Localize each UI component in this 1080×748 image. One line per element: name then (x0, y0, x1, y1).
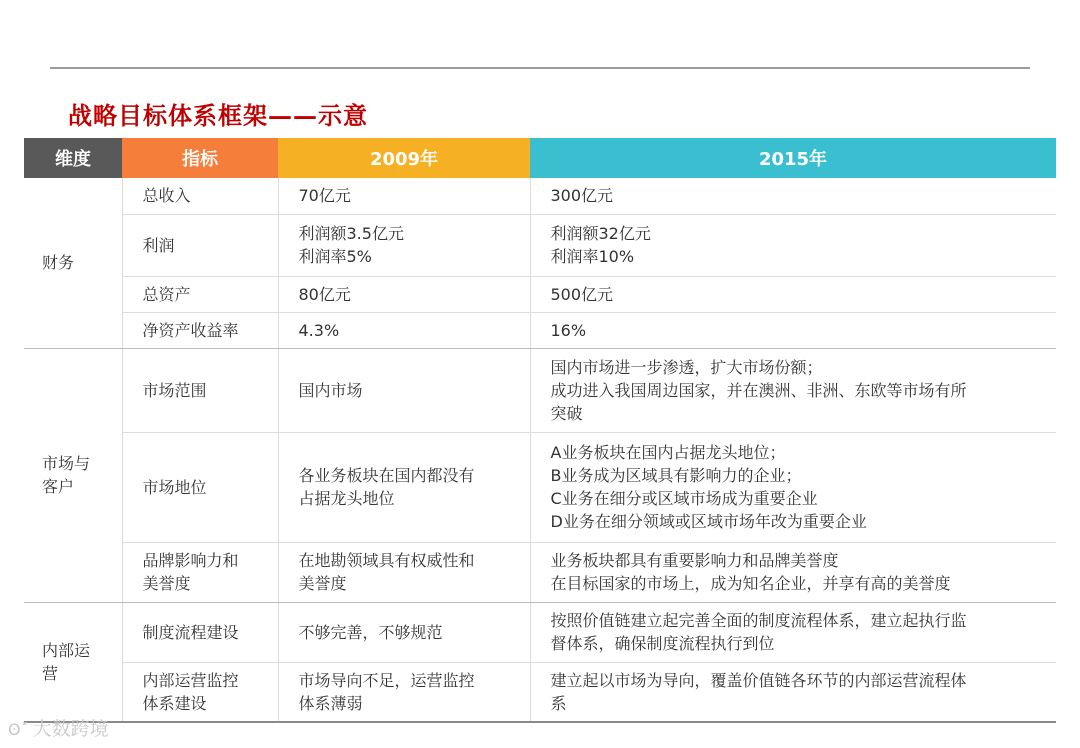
cell-text: 美誉度 (142, 574, 191, 593)
metric-cell (122, 602, 278, 662)
metric-cell (122, 662, 278, 722)
table-row (24, 348, 1056, 432)
value-2015-cell (530, 432, 1056, 542)
cell-text: 国内市场进一步渗透，扩大市场份额； (550, 357, 823, 377)
header-metric: 指标 (122, 138, 278, 178)
cell-text: 在目标国家的市场上，成为知名企业，并享有高的美誉度 (550, 574, 951, 593)
cell-text: 突破 (550, 403, 583, 423)
value-2015-cell (530, 178, 1056, 214)
value-2009-cell (278, 276, 530, 312)
cell-text: 国内市场 (298, 380, 363, 400)
dimension-cell (24, 348, 122, 602)
value-2009-cell (278, 312, 530, 348)
cell-text: 净资产收益率 (142, 320, 239, 340)
header-row (24, 138, 1056, 178)
cell-text: 总收入 (142, 186, 191, 206)
dimension-label: 财务 (42, 253, 75, 273)
cell-text: 体系薄弱 (298, 693, 363, 713)
table-row (24, 432, 1056, 542)
cell-text: C业务在细分或区域市场成为重要企业 (550, 489, 818, 508)
table-row (24, 602, 1056, 662)
header-2015: 2015年 (530, 138, 1056, 178)
cell-text: 市场范围 (142, 380, 207, 400)
metric-cell (122, 214, 278, 276)
value-2009-cell (278, 432, 530, 542)
dimension-label: 客户 (42, 477, 75, 496)
value-2009-cell (278, 348, 530, 432)
value-2015-cell (530, 542, 1056, 602)
header-2009: 2009年 (278, 138, 530, 178)
cell-text: 美誉度 (298, 574, 347, 593)
value-2009-cell (278, 602, 530, 662)
top-divider (50, 67, 1030, 69)
metric-cell (122, 276, 278, 312)
metric-cell (122, 348, 278, 432)
cell-text: 系 (550, 693, 567, 713)
cell-text: 利润率5% (298, 247, 372, 266)
cell-text: D业务在细分领域或区域市场年改为重要企业 (550, 512, 867, 531)
dimension-cell (24, 602, 122, 722)
cell-text: 利润额3.5亿元 (298, 224, 404, 243)
cell-text: B业务成为区域具有影响力的企业； (550, 466, 802, 485)
cell-text: 不够完善，不够规范 (298, 622, 443, 642)
dimension-label: 内部运 (42, 640, 91, 660)
cell-text: 总资产 (142, 284, 191, 304)
cell-text: 按照价值链建立起完善全面的制度流程体系，建立起执行监 (550, 611, 967, 630)
cell-text: 70亿元 (298, 186, 351, 206)
metric-cell (122, 178, 278, 214)
cell-text: 督体系，确保制度流程执行到位 (550, 634, 775, 653)
cell-text: 16% (550, 320, 587, 340)
cell-text: 在地勘领域具有权威性和 (298, 551, 475, 570)
cell-text: 利润 (142, 235, 175, 255)
value-2009-cell (278, 662, 530, 722)
cell-text: 80亿元 (298, 284, 351, 304)
table-row (24, 178, 1056, 214)
cell-text: 市场地位 (142, 477, 207, 497)
dimension-label: 营 (42, 663, 59, 683)
cell-text: 占据龙头地位 (298, 489, 395, 508)
metric-cell (122, 432, 278, 542)
strategy-table (24, 138, 1056, 723)
cell-text: 利润率10% (550, 247, 635, 266)
dimension-label: 市场与 (42, 454, 91, 473)
metric-cell (122, 312, 278, 348)
cell-text: 利润额32亿元 (550, 224, 651, 243)
cell-text: 市场导向不足，运营监控 (298, 670, 475, 690)
cell-text: 300亿元 (550, 186, 614, 206)
metric-cell (122, 542, 278, 602)
value-2015-cell (530, 312, 1056, 348)
value-2015-cell (530, 348, 1056, 432)
table-row (24, 214, 1056, 276)
cell-text: 体系建设 (142, 693, 207, 713)
cell-text: 各业务板块在国内都没有 (298, 466, 475, 485)
cell-text: 内部运营监控 (142, 670, 239, 690)
value-2009-cell (278, 542, 530, 602)
watermark-text: 大数跨境 (32, 718, 109, 740)
dimension-cell (24, 178, 122, 348)
cell-text: 制度流程建设 (142, 622, 239, 642)
table-row (24, 542, 1056, 602)
wechat-icon: ʘ˟ (8, 720, 29, 739)
watermark (8, 714, 109, 741)
value-2015-cell (530, 662, 1056, 722)
table-row (24, 276, 1056, 312)
cell-text: 成功进入我国周边国家，并在澳洲、非洲、东欧等市场有所 (550, 380, 967, 400)
value-2009-cell (278, 178, 530, 214)
value-2009-cell (278, 214, 530, 276)
table-row (24, 662, 1056, 722)
value-2015-cell (530, 214, 1056, 276)
value-2015-cell (530, 276, 1056, 312)
cell-text: A业务板块在国内占据龙头地位； (550, 443, 786, 462)
page-title: 战略目标体系框架——示意 (68, 101, 368, 130)
cell-text: 建立起以市场为导向，覆盖价值链各环节的内部运营流程体 (550, 670, 967, 690)
cell-text: 业务板块都具有重要影响力和品牌美誉度 (550, 551, 839, 570)
value-2015-cell (530, 602, 1056, 662)
cell-text: 品牌影响力和 (142, 551, 239, 570)
table-row (24, 312, 1056, 348)
cell-text: 4.3% (298, 320, 340, 340)
cell-text: 500亿元 (550, 284, 614, 304)
header-dimension: 维度 (24, 138, 122, 178)
